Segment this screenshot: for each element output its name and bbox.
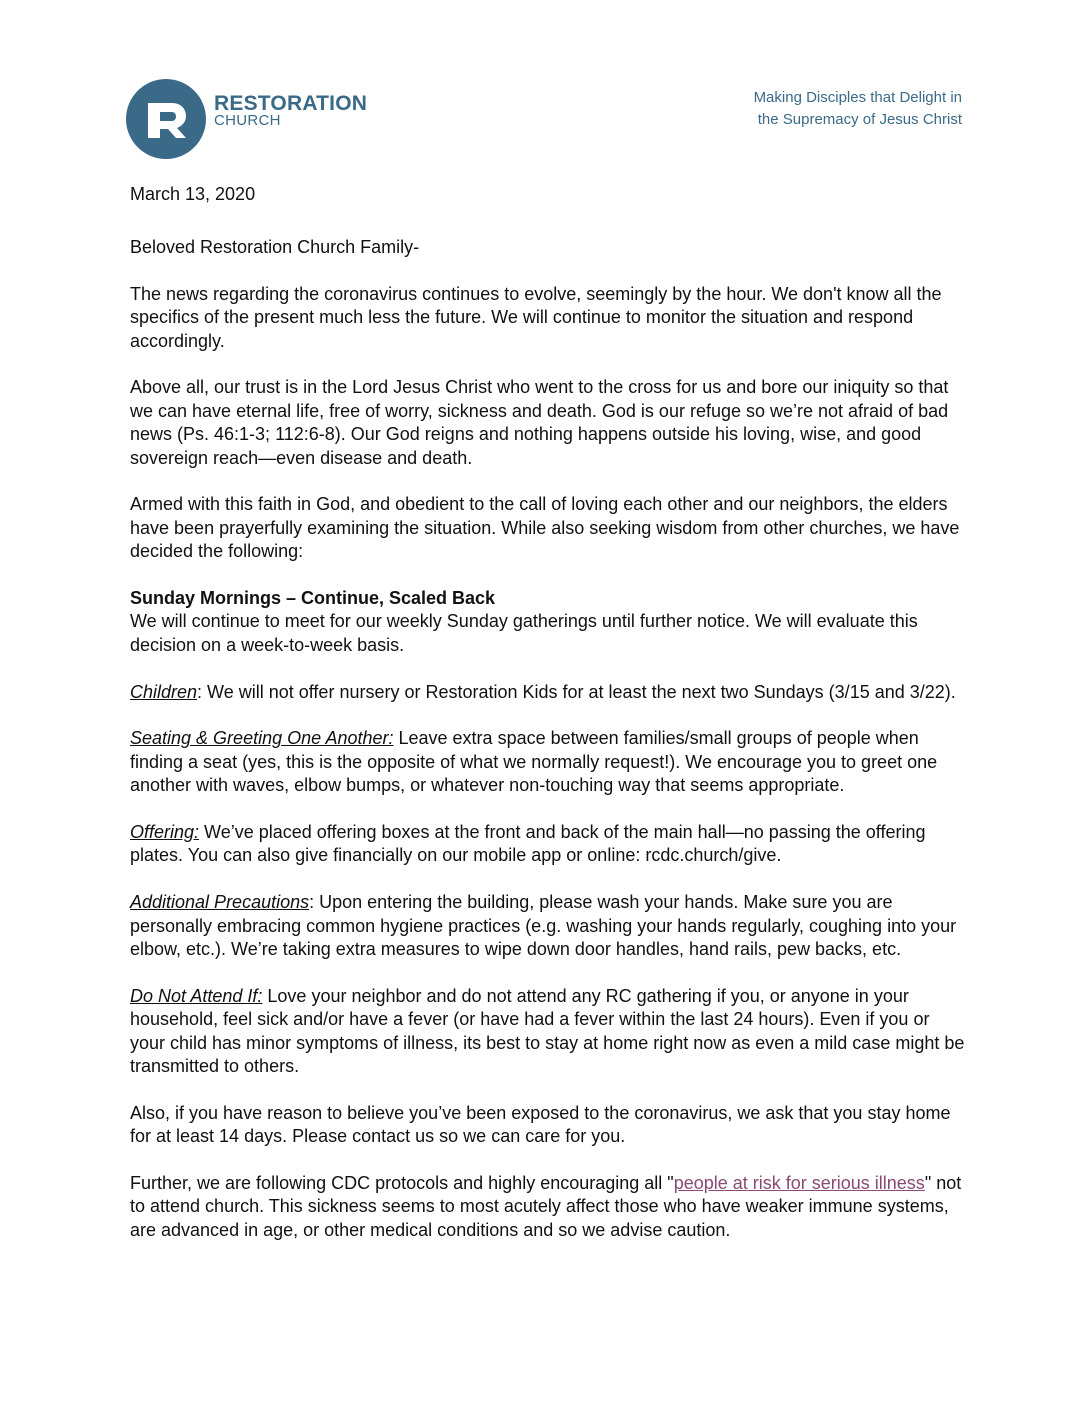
precautions-text: : Upon entering the building, please wash your hands. Make sure you are personally embracing common hygiene practices (e.g. washing your hands regularly, coughing into your elbow, etc.). We’re taking extra measures to wipe down door handles, hand rails, pew backs, etc.	[130, 892, 957, 960]
tagline-line-1: Making Disciples that Delight in	[753, 89, 962, 106]
paragraph-decision: Armed with this faith in God, and obedient to the call of loving each other and our neighbors, the elders have been prayerfully examining the situation. While also seeking wisdom from other churches, we have decided the following:	[130, 494, 960, 562]
logo-wordmark-restoration: RESTORATION	[214, 92, 368, 115]
further-text-after: " not to attend church. This sickness seems to most acutely affect those who have weaker immune systems, are advanced in age, or other medical conditions and so we advise caution.	[130, 1173, 962, 1240]
offering-label: Offering:	[130, 822, 200, 843]
paragraph-exposed: Also, if you have reason to believe you’ve been exposed to the coronavirus, we ask that you stay home for at least 14 days. Please contact us so we can care for you.	[130, 1102, 951, 1147]
paragraph-children	[130, 681, 966, 704]
letter-date: March 13, 2020	[130, 184, 256, 204]
precautions-label: Additional Precautions	[130, 892, 310, 913]
paragraph-offering	[130, 821, 966, 868]
section-body: We will continue to meet for our weekly Sunday gatherings until further notice. We will evaluate this decision on a week-to-week basis.	[130, 611, 918, 655]
section-heading: Sunday Mornings – Continue, Scaled Back	[130, 588, 496, 609]
logo-wordmark-church: CHURCH	[214, 112, 281, 129]
seating-text: Leave extra space between families/small groups of people when finding a seat (yes, this is the opposite of what we normally request!). We encourage you to greet one another with waves, elbow bumps, or whatever non-touching way that seems appropriate.	[130, 728, 938, 796]
restoration-r-logo-icon	[126, 79, 208, 161]
further-text-before: Further, we are following CDC protocols and highly encouraging all "	[130, 1173, 674, 1194]
do-not-attend-text: Love your neighbor and do not attend any RC gathering if you, or anyone in your household, feel sick and/or have a fever (or have had a fever within the last 24 hours). Even if you or your child has minor symptoms of illness, its best to stay at home right now as even a mild case might be transmitted to others.	[130, 985, 965, 1077]
church-logo	[126, 79, 366, 161]
salutation: Beloved Restoration Church Family-	[130, 237, 420, 257]
do-not-attend-label: Do Not Attend If:	[130, 985, 263, 1006]
offering-text: We’ve placed offering boxes at the front and back of the main hall—no passing the offering plates. You can also give financially on our mobile app or online: rcdc.church/give.	[130, 822, 926, 866]
children-label: Children	[130, 681, 198, 702]
paragraph-further	[130, 1172, 966, 1242]
tagline-line-2: the Supremacy of Jesus Christ	[757, 111, 962, 128]
letter-body	[130, 236, 966, 1266]
paragraph-trust: Above all, our trust is in the Lord Jesus Christ who went to the cross for us and bore our iniquity so that we can have eternal life, free of worry, sickness and death. God is our refuge so we’re not afraid of bad news (Ps. 46:1-3; 112:6-8). Our God reigns and nothing happens outside his loving, wise, and good sovereign reach—even disease and death.	[130, 377, 949, 468]
paragraph-do-not-attend	[130, 985, 966, 1079]
paragraph-seating	[130, 727, 966, 797]
seating-label: Seating & Greeting One Another:	[130, 728, 394, 749]
tagline	[754, 87, 962, 131]
paragraph-news: The news regarding the coronavirus continues to evolve, seemingly by the hour. We don't know all the specifics of the present much less the future. We will continue to monitor the situation and respond accordingly.	[130, 283, 942, 351]
paragraph-precautions	[130, 891, 966, 961]
section-sunday-mornings	[130, 587, 966, 657]
children-text: : We will not offer nursery or Restoration Kids for at least the next two Sundays (3/15 and 3/22).	[197, 681, 956, 702]
people-at-risk-link[interactable]: people at risk for serious illness	[673, 1173, 925, 1194]
